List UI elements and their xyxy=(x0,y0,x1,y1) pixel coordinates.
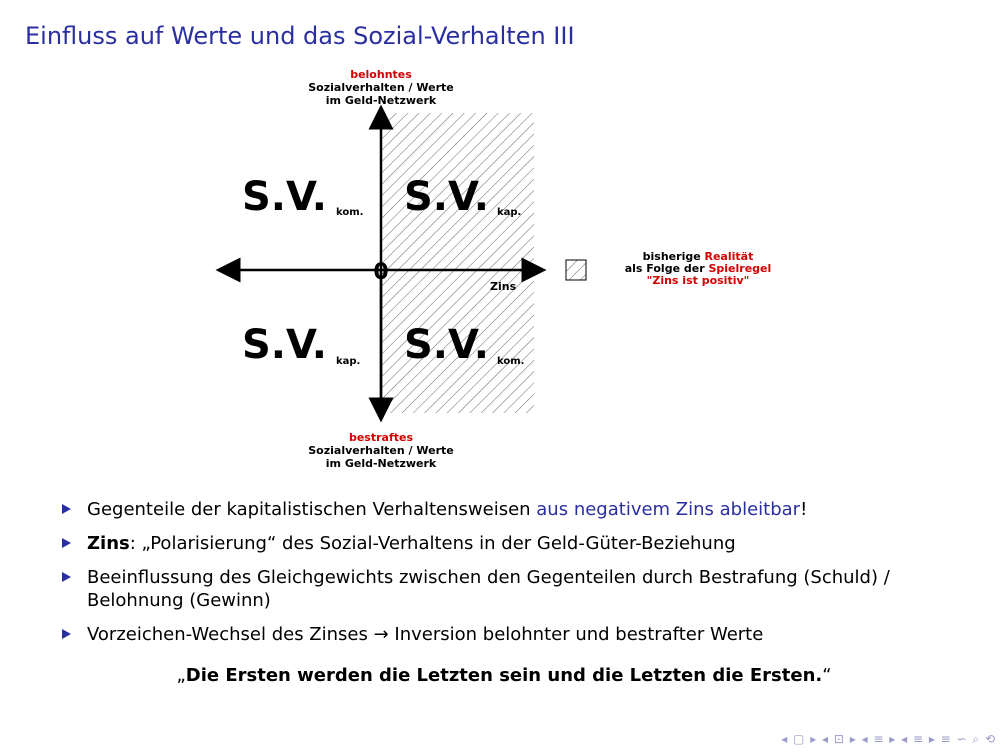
bottom-label-line1: bestraftes xyxy=(348,431,414,444)
bullet-2-text: : „Polarisierung“ des Sozial-Verhaltens in der Geld-Güter-Beziehung xyxy=(129,533,736,554)
legend-swatch xyxy=(566,260,586,280)
quadrant-bottom-right-label: S.V. xyxy=(404,322,489,368)
bullet-triangle-icon xyxy=(62,629,71,639)
quote-text: Die Ersten werden die Letzten sein und die Letzten die Ersten. xyxy=(185,665,823,686)
bullet-1-text: Gegenteile der kapitalistischen Verhaltensweisen xyxy=(87,499,537,520)
legend-line1: bisherige Realität xyxy=(642,250,754,263)
quadrant-top-left-sub: kom. xyxy=(336,207,364,218)
bottom-label-line2: Sozialverhalten / Werte xyxy=(308,444,454,457)
bullet-triangle-icon xyxy=(62,538,71,548)
origin-label: 0 xyxy=(373,260,389,285)
top-label-line1: belohntes xyxy=(350,68,412,81)
bottom-label-line3: im Geld-Netzwerk xyxy=(325,457,437,470)
quote-open: „ xyxy=(176,665,186,686)
bullet-item-4 xyxy=(60,623,960,646)
bullet-3-text: Beeinflussung des Gleichgewichts zwischen den Gegenteilen durch Bestrafung (Schuld) / Belohnung (Gewinn) xyxy=(87,567,890,611)
hatched-region xyxy=(381,113,534,413)
quadrant-top-right-sub: kap. xyxy=(497,207,522,218)
bullet-4-text: Vorzeichen-Wechsel des Zinses → Inversion belohnter und bestrafter Werte xyxy=(87,624,764,645)
beamer-navigation[interactable]: ◂ ▢ ▸ ◂ ⊡ ▸ ◂ ≡ ▸ ◂ ≡ ▸ ≡ ∽ ⌕ ⟲ xyxy=(781,732,996,746)
quadrant-bottom-right-sub: kom. xyxy=(497,356,525,367)
slide-title: Einfluss auf Werte und das Sozial-Verhalten III xyxy=(25,22,575,50)
bullet-triangle-icon xyxy=(62,504,71,514)
legend-line2: als Folge der Spielregel xyxy=(624,262,772,275)
top-label-line2: Sozialverhalten / Werte xyxy=(308,81,454,94)
top-label-line3: im Geld-Netzwerk xyxy=(325,94,437,107)
bullet-1-tail: ! xyxy=(800,499,808,520)
x-axis-label: Zins xyxy=(490,280,517,293)
bullet-item-2 xyxy=(60,532,960,555)
quadrant-top-left-label: S.V. xyxy=(242,174,327,220)
quadrant-bottom-left-sub: kap. xyxy=(336,356,361,367)
quote xyxy=(0,665,1008,686)
bullet-item-3 xyxy=(60,566,960,612)
bullet-2-bold: Zins xyxy=(87,533,130,554)
quadrant-bottom-left-label: S.V. xyxy=(242,322,327,368)
legend-line3: "Zins ist positiv" xyxy=(646,274,750,287)
bullet-1-link[interactable]: aus negativem Zins ableitbar xyxy=(536,499,801,520)
bullet-triangle-icon xyxy=(62,572,71,582)
quadrant-top-right-label: S.V. xyxy=(404,174,489,220)
bullet-list xyxy=(60,498,960,657)
bullet-item-1 xyxy=(60,498,960,521)
quote-close: “ xyxy=(822,665,832,686)
